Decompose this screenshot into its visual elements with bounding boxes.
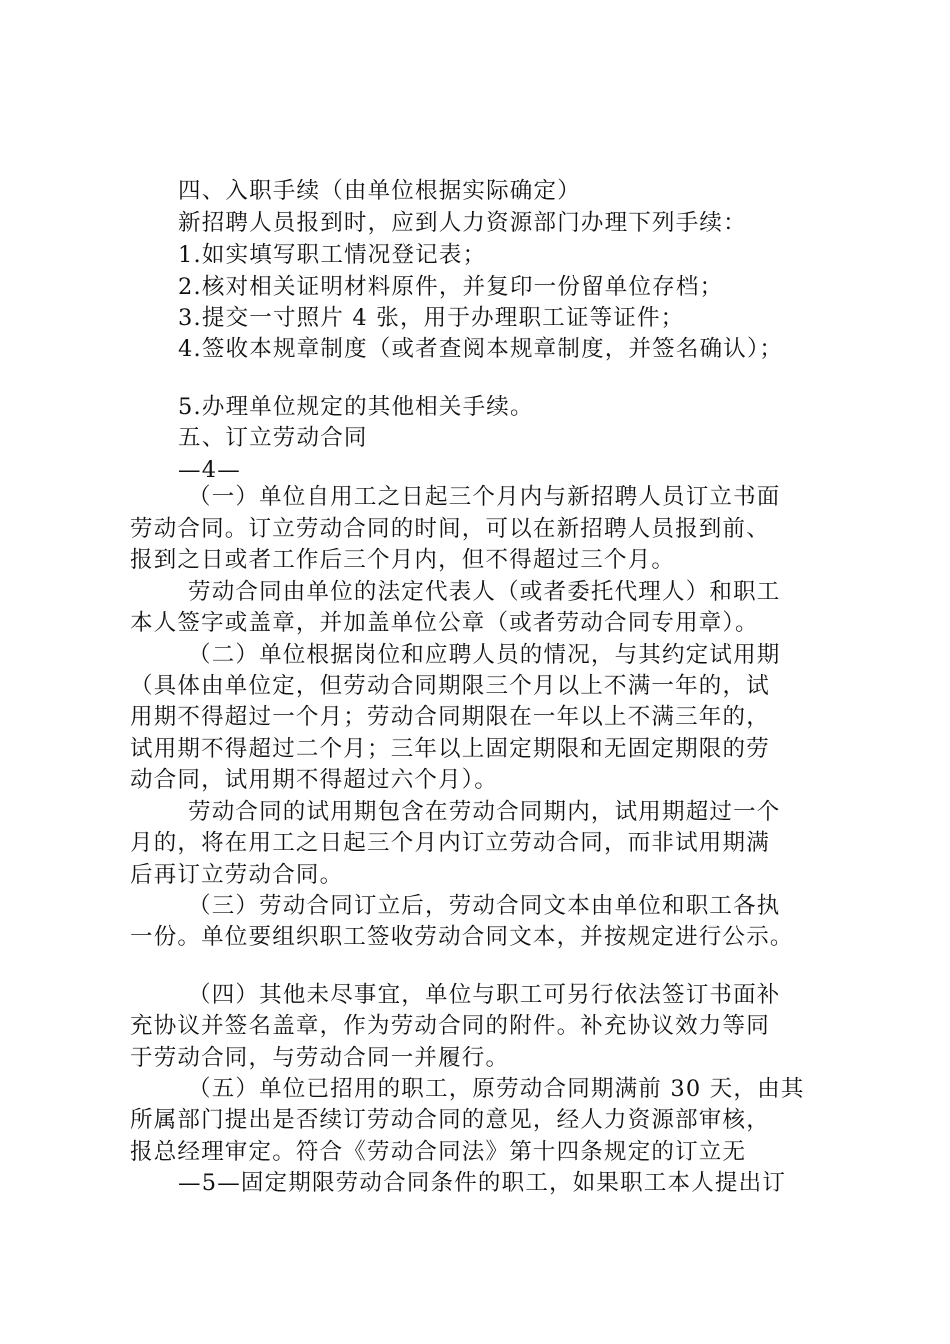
section-heading-onboarding: 四、入职手续（由单位根据实际确定） [178, 178, 581, 204]
section-heading-contract: 五、订立劳动合同 [178, 425, 368, 451]
list-item: 2.核对相关证明材料原件，并复印一份留单位存档； [178, 274, 724, 300]
paragraph-line: 一份。单位要组织职工签收劳动合同文本，并按规定进行公示。 [130, 924, 794, 950]
paragraph-line: 充协议并签名盖章，作为劳动合同的附件。补充协议效力等同 [130, 1013, 770, 1039]
paragraph-line: 用期不得超过一个月；劳动合同期限在一年以上不满三年的， [130, 704, 770, 730]
paragraph-line: 新招聘人员报到时，应到人力资源部门办理下列手续： [178, 210, 747, 236]
page-number: —4— [178, 457, 241, 483]
paragraph-line: （具体由单位定，但劳动合同期限三个月以上不满一年的，试 [130, 673, 770, 699]
paragraph-line: 报总经理审定。符合《劳动合同法》第十四条规定的订立无 [130, 1139, 747, 1165]
paragraph-line: 劳动合同的试用期包含在劳动合同期内，试用期超过一个 [188, 799, 781, 825]
page-number-with-text: —5—固定期限劳动合同条件的职工，如果职工本人提出订 [178, 1170, 787, 1196]
paragraph-line: （四）其他未尽事宜，单位与职工可另行依法签订书面补 [188, 982, 781, 1008]
paragraph-line: 于劳动合同，与劳动合同一并履行。 [130, 1045, 510, 1071]
paragraph-line: 本人签字或盖章，并加盖单位公章（或者劳动合同专用章）。 [130, 610, 759, 636]
list-item: 4.签收本规章制度（或者查阅本规章制度，并签名确认）； [178, 336, 784, 362]
paragraph-line: 所属部门提出是否续订劳动合同的意见，经人力资源部审核， [130, 1107, 770, 1133]
list-item: 1.如实填写职工情况登记表； [178, 242, 487, 268]
list-item: 3.提交一寸照片 4 张，用于办理职工证等证件； [178, 305, 685, 331]
paragraph-line: （五）单位已招用的职工，原劳动合同期满前 30 天，由其 [188, 1076, 805, 1102]
paragraph-line: 劳动合同。订立劳动合同的时间，可以在新招聘人员报到前、 [130, 516, 770, 542]
paragraph-line: 劳动合同由单位的法定代表人（或者委托代理人）和职工 [188, 579, 781, 605]
paragraph-line: 月的，将在用工之日起三个月内订立劳动合同，而非试用期满 [130, 830, 770, 856]
paragraph-line: （二）单位根据岗位和应聘人员的情况，与其约定试用期 [188, 642, 781, 668]
paragraph-line: 动合同，试用期不得超过六个月）。 [130, 767, 498, 793]
paragraph-line: 报到之日或者工作后三个月内，但不得超过三个月。 [130, 547, 676, 573]
paragraph-line: （三）劳动合同订立后，劳动合同文本由单位和职工各执 [188, 893, 781, 919]
paragraph-line: （一）单位自用工之日起三个月内与新招聘人员订立书面 [188, 484, 781, 510]
list-item: 5.办理单位规定的其他相关手续。 [178, 394, 534, 420]
paragraph-line: 试用期不得超过二个月；三年以上固定期限和无固定期限的劳 [130, 736, 770, 762]
paragraph-line: 后再订立劳动合同。 [130, 862, 344, 888]
